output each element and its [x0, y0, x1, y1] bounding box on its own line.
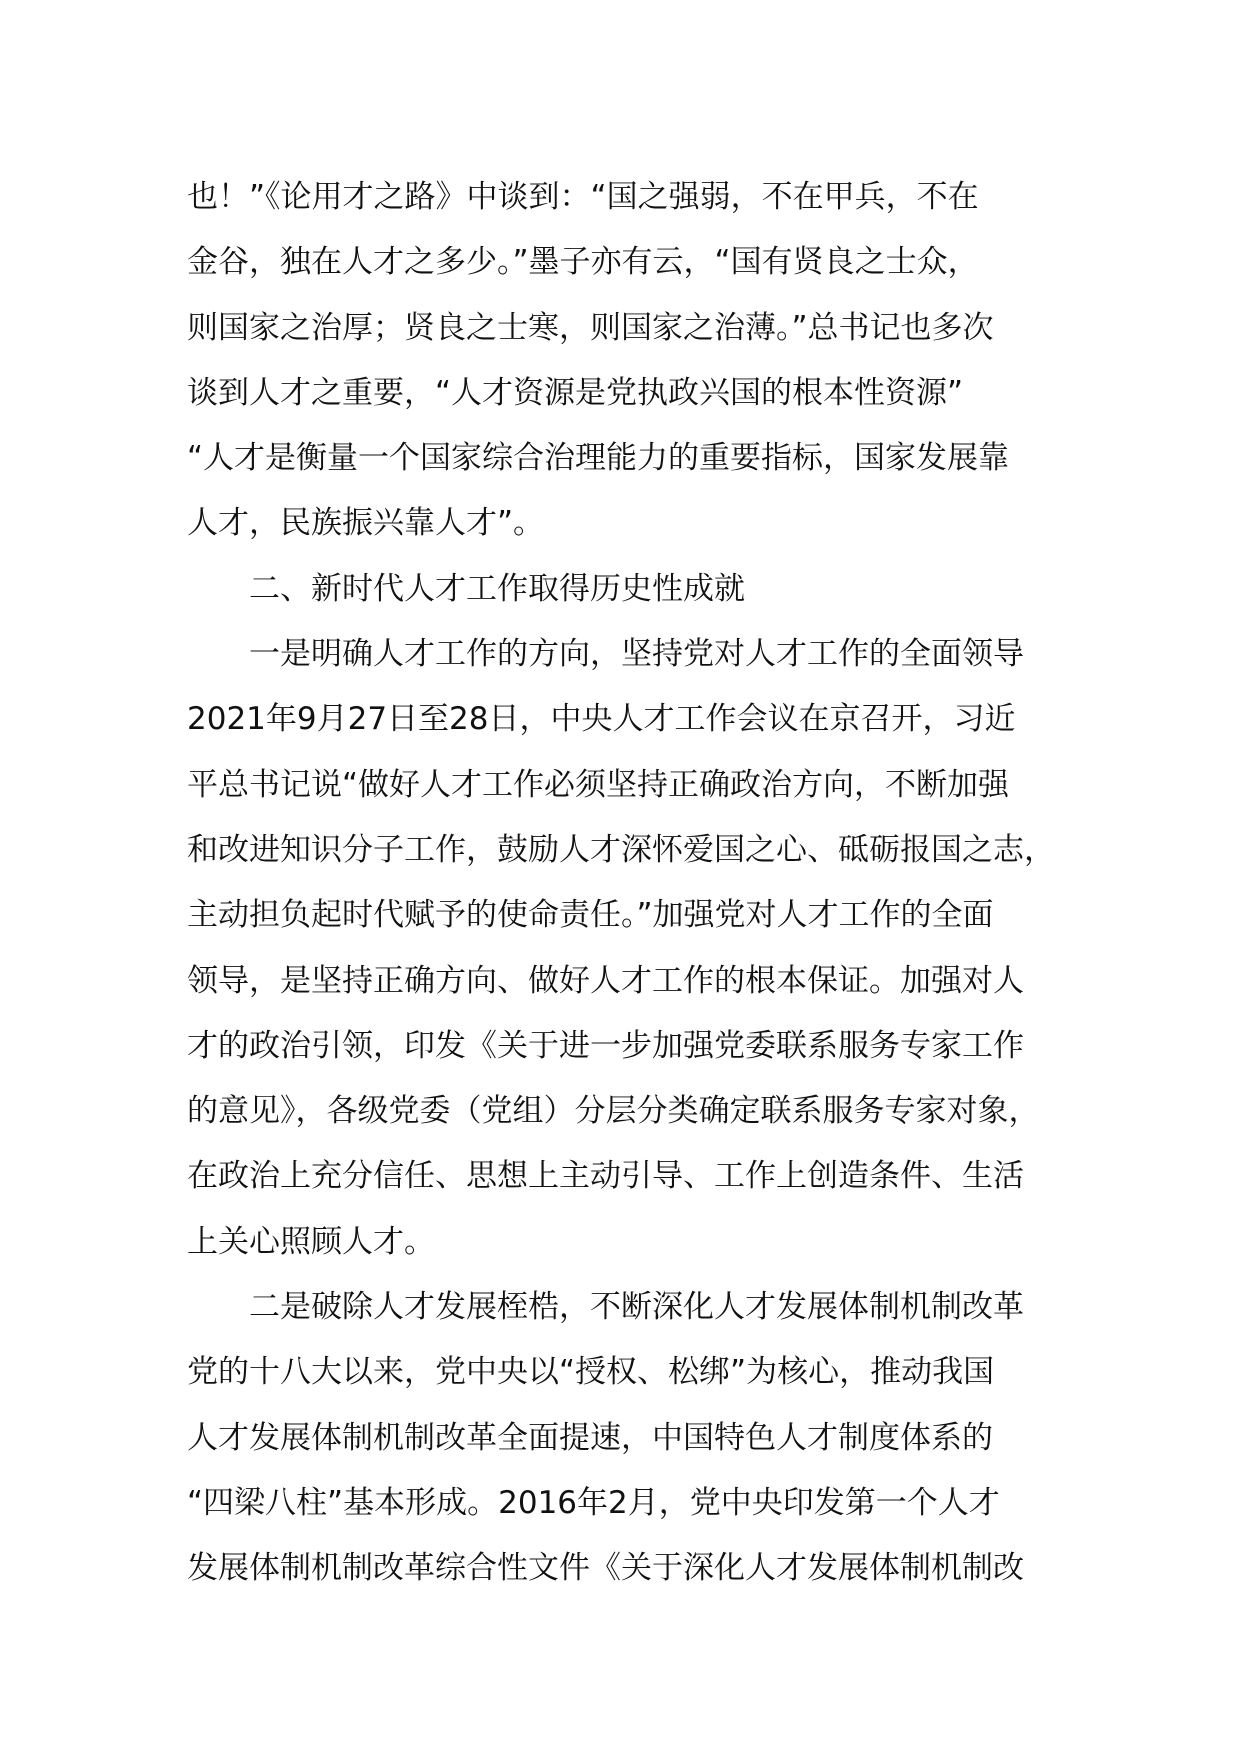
section-heading: 二、新时代人才工作取得历史性成就 [249, 570, 745, 607]
text-line: 领导，是坚持正确方向、做好人才工作的根本保证。加强对人 [187, 962, 1024, 999]
text-line: 金谷，独在人才之多少。”墨子亦有云，“国有贤良之士众， [187, 244, 979, 281]
text-line: 发展体制机制改革综合性文件《关于深化人才发展体制机制改 [187, 1550, 1024, 1587]
text-line: 人才发展体制机制改革全面提速，中国特色人才制度体系的 [187, 1419, 993, 1456]
text-line: 也！”《论用才之路》中谈到：“国之强弱，不在甲兵，不在 [187, 179, 979, 215]
body-text [187, 165, 1087, 1602]
paragraph-lead: 二是破除人才发展桎梏，不断深化人才发展体制机制改革 [249, 1289, 1024, 1326]
text-line: 人才，民族振兴靠人才”。 [187, 505, 545, 542]
text-line: 和改进知识分子工作，鼓励人才深怀爱国之心、砥砺报国之志， [187, 831, 1055, 868]
text-line: 2021年9月27日至28日，中央人才工作会议在京召开，习近 [187, 701, 1016, 738]
text-line: 在政治上充分信任、思想上主动引导、工作上创造条件、生活 [187, 1158, 1024, 1195]
text-line: 则国家之治厚；贤良之士寒，则国家之治薄。”总书记也多次 [187, 309, 994, 346]
text-line: 才的政治引领，印发《关于进一步加强党委联系服务专家工作 [187, 1027, 1024, 1064]
text-line: 谈到人才之重要，“人才资源是党执政兴国的根本性资源” [187, 374, 964, 411]
text-line: 主动担负起时代赋予的使命责任。”加强党对人才工作的全面 [187, 897, 994, 934]
text-line: 上关心照顾人才。 [187, 1223, 435, 1260]
text-line: 的意见》，各级党委（党组）分层分类确定联系服务专家对象， [187, 1093, 1040, 1130]
paragraph-lead: 一是明确人才工作的方向，坚持党对人才工作的全面领导 [249, 636, 1024, 673]
text-line: 党的十八大以来，党中央以“授权、松绑”为核心，推动我国 [187, 1354, 995, 1391]
text-line: “人才是衡量一个国家综合治理能力的重要指标，国家发展靠 [187, 440, 1010, 477]
text-line: 平总书记说“做好人才工作必须坚持正确政治方向，不断加强 [187, 766, 1010, 803]
text-line: “四梁八柱”基本形成。2016年2月，党中央印发第一个人才 [187, 1484, 1000, 1521]
